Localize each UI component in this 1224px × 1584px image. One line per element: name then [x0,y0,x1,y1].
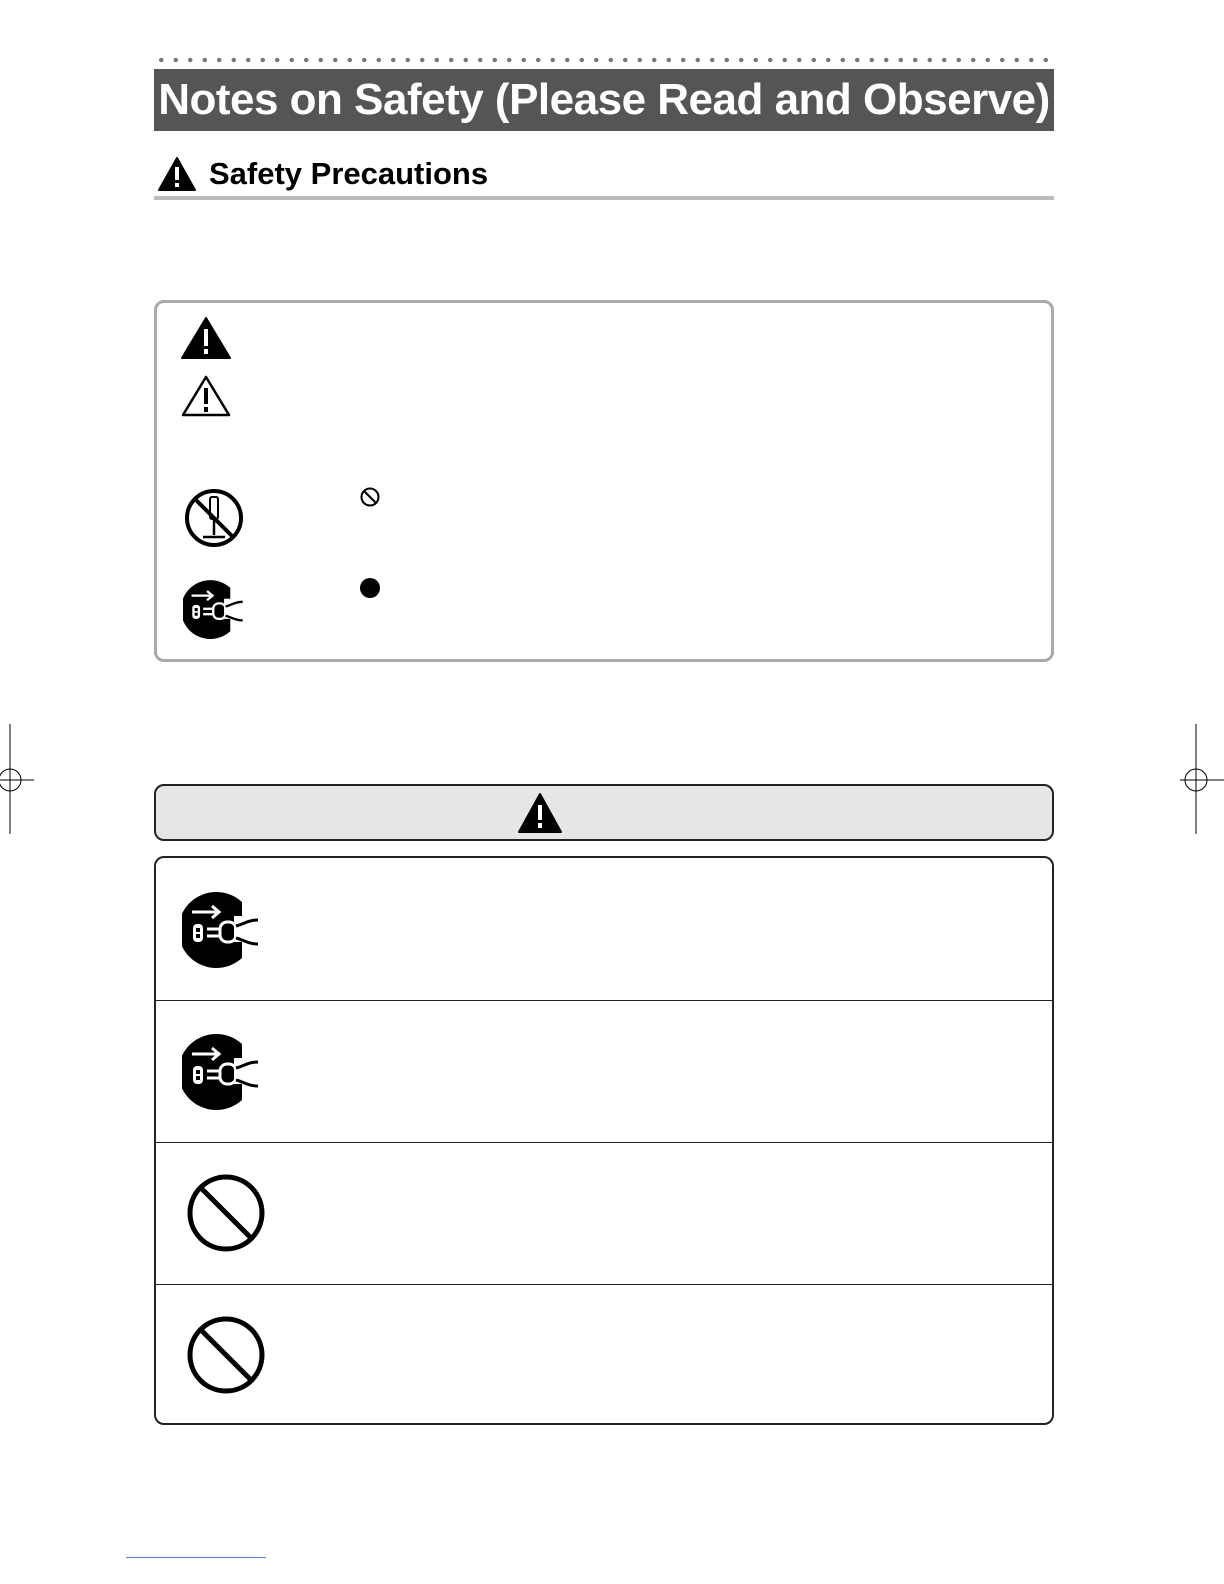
section-heading [154,152,1054,200]
table-row [156,1142,1052,1284]
prohibited-small-icon [359,486,381,508]
section-heading-text: Safety Precautions [209,156,489,191]
page-title: Notes on Safety (Please Read and Observe) [158,75,1050,124]
warning-triangle-filled-icon [517,792,563,834]
unplug-power-icon [182,888,260,968]
prohibited-icon [186,1315,266,1395]
warning-table [154,856,1054,1425]
unplug-power-icon [183,577,245,639]
prohibited-icon [186,1173,266,1253]
registration-mark-right [1180,724,1224,834]
caution-triangle-outline-icon [179,373,233,419]
warning-banner [154,784,1054,841]
warning-triangle-icon [157,156,197,192]
footer-line [126,1557,266,1558]
unplug-power-icon [182,1030,260,1110]
table-row [156,1000,1052,1142]
registration-mark-left [0,724,34,834]
mandatory-dot-icon [359,577,381,599]
symbol-legend-box [154,300,1054,662]
table-row [156,1284,1052,1425]
page-title-bar [154,69,1054,131]
table-row [156,858,1052,1000]
no-disassembly-icon [183,487,245,549]
warning-triangle-filled-icon [179,315,233,361]
dotted-divider [154,56,1054,64]
